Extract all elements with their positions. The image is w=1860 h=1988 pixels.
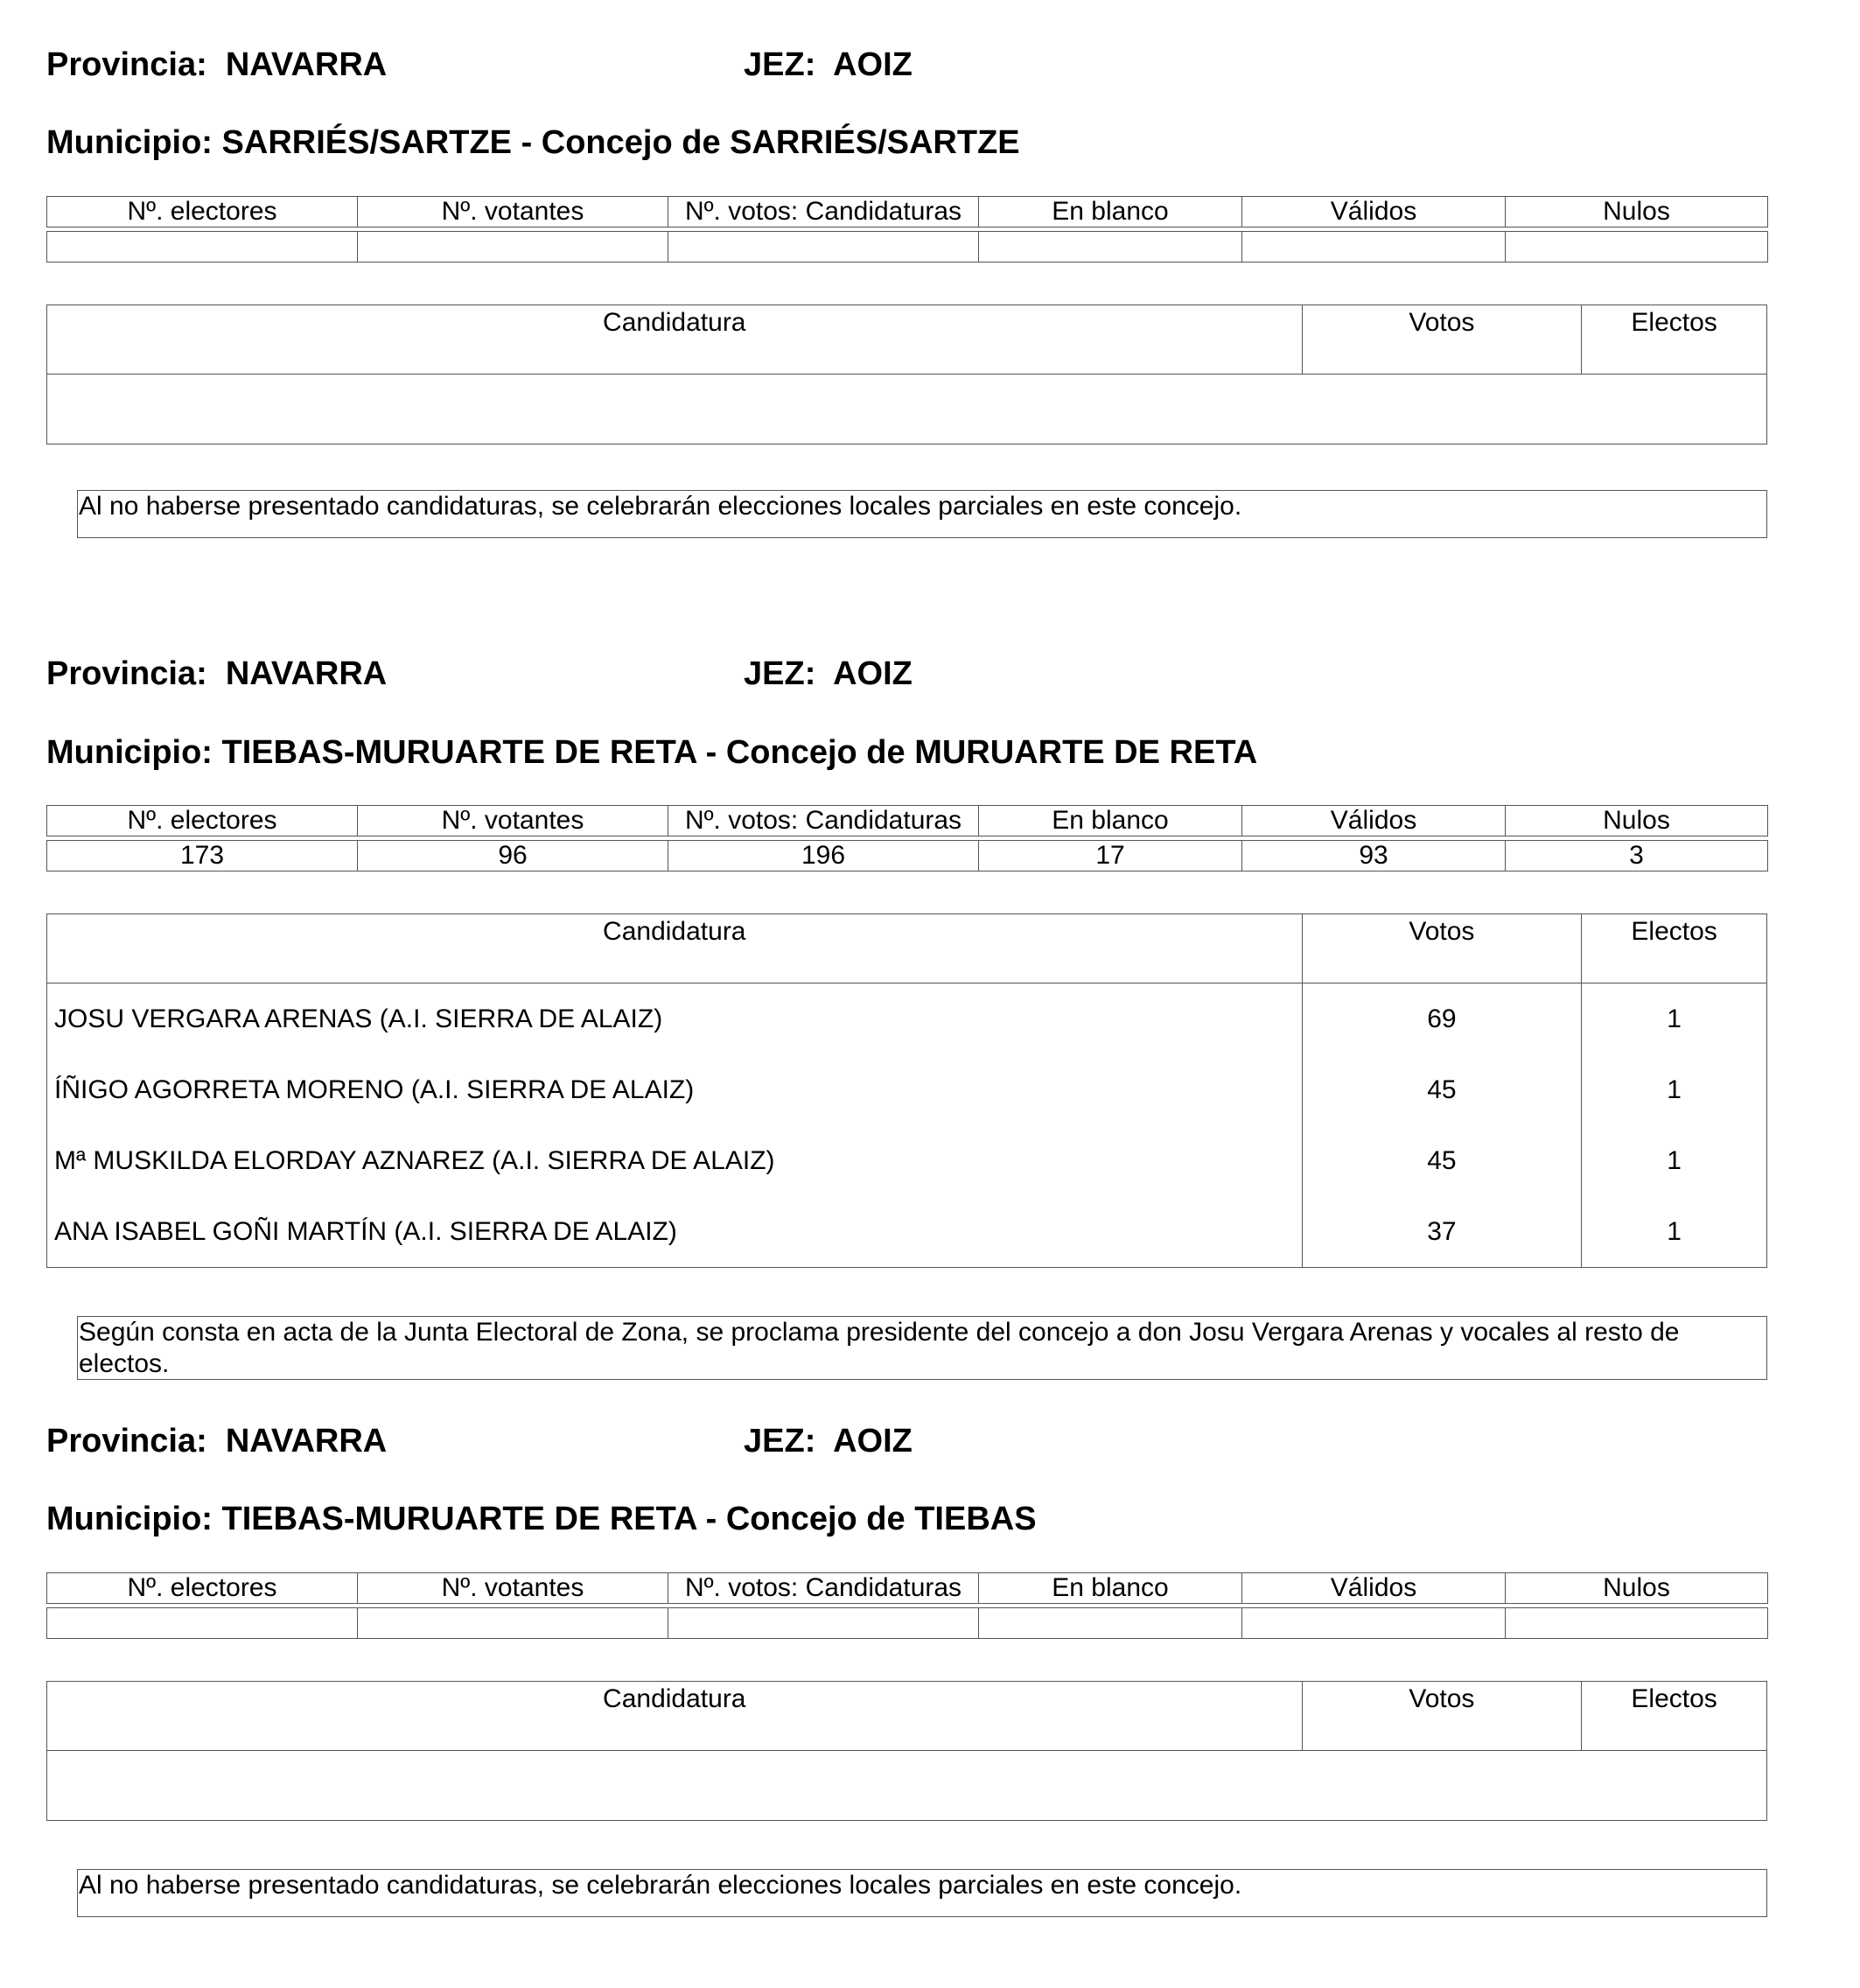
header-en-blanco: En blanco <box>979 1573 1242 1604</box>
provincia-label: Provincia: <box>46 1423 207 1460</box>
header-en-blanco: En blanco <box>979 197 1242 228</box>
provincia-value: NAVARRA <box>225 1423 388 1460</box>
header-votantes: Nº. votantes <box>358 806 668 836</box>
candidate-elected: 1 <box>1581 1196 1766 1267</box>
stats-table <box>46 1572 1768 1639</box>
header-electos: Electos <box>1581 305 1766 374</box>
header-electos: Electos <box>1581 1682 1766 1750</box>
jez-value: AOIZ <box>833 1423 913 1460</box>
value-validos <box>1242 1608 1506 1639</box>
header-candidatura: Candidatura <box>603 1684 746 1713</box>
municipio-line <box>46 1500 1037 1538</box>
value-nulos <box>1506 1608 1768 1639</box>
stats-value-row <box>47 1608 1768 1639</box>
municipio-label: Municipio: <box>46 1501 213 1537</box>
header-validos: Válidos <box>1242 197 1506 228</box>
value-en-blanco <box>979 1608 1242 1639</box>
candidature-table <box>46 1681 1767 1821</box>
municipio-value: TIEBAS-MURUARTE DE RETA - Concejo de TIEBAS <box>221 1501 1037 1537</box>
candidate-votes: 37 <box>1302 1196 1582 1267</box>
candidate-elected: 1 <box>1581 1125 1766 1196</box>
header-electores: Nº. electores <box>47 806 358 836</box>
stats-header-row <box>47 1573 1768 1604</box>
header-votos: Votos <box>1302 305 1582 374</box>
provincia-label: Provincia: <box>46 46 207 83</box>
jez-label: JEZ: <box>744 46 816 83</box>
header-votos-candidaturas: Nº. votos: Candidaturas <box>668 806 979 836</box>
header-electos: Electos <box>1581 914 1766 983</box>
value-votantes <box>358 1608 668 1639</box>
concejo-note: Según consta en acta de la Junta Electoral de Zona, se proclama presidente del concejo a don Josu Vergara Arenas y vocales al resto de electos. <box>77 1316 1767 1380</box>
header-votos: Votos <box>1302 1682 1582 1750</box>
concejo-note: Al no haberse presentado candidaturas, se celebrarán elecciones locales parciales en este concejo. <box>77 490 1767 538</box>
municipio-value: TIEBAS-MURUARTE DE RETA - Concejo de MURUARTE DE RETA <box>221 734 1258 771</box>
candidate-votes: 69 <box>1302 984 1582 1054</box>
candidate-name: ANA ISABEL GOÑI MARTÍN (A.I. SIERRA DE ALAIZ) <box>54 1217 677 1246</box>
candidature-header-row <box>47 1682 1766 1751</box>
jez-line <box>744 1422 913 1460</box>
candidate-votes: 45 <box>1302 1054 1582 1125</box>
provincia-value: NAVARRA <box>225 655 388 692</box>
header-electores: Nº. electores <box>47 197 358 228</box>
municipio-value: SARRIÉS/SARTZE - Concejo de SARRIÉS/SARTZE <box>221 124 1020 161</box>
header-nulos: Nulos <box>1506 197 1768 228</box>
candidate-votes: 45 <box>1302 1125 1582 1196</box>
jez-label: JEZ: <box>744 1423 816 1460</box>
value-votos-candidaturas: 196 <box>668 841 979 872</box>
header-candidatura: Candidatura <box>603 917 746 946</box>
header-validos: Válidos <box>1242 1573 1506 1604</box>
concejo-note: Al no haberse presentado candidaturas, se celebrarán elecciones locales parciales en este concejo. <box>77 1869 1767 1917</box>
header-en-blanco: En blanco <box>979 806 1242 836</box>
value-votantes: 96 <box>358 841 668 872</box>
value-nulos: 3 <box>1506 841 1768 872</box>
header-electores: Nº. electores <box>47 1573 358 1604</box>
candidate-name: Mª MUSKILDA ELORDAY AZNAREZ (A.I. SIERRA DE ALAIZ) <box>54 1146 775 1175</box>
municipio-label: Municipio: <box>46 124 213 161</box>
candidature-empty-body <box>47 1751 1766 1820</box>
value-electores: 173 <box>47 841 358 872</box>
provincia-line <box>46 1422 387 1460</box>
value-en-blanco: 17 <box>979 841 1242 872</box>
candidate-elected: 1 <box>1581 1054 1766 1125</box>
municipio-label: Municipio: <box>46 734 213 771</box>
header-votos: Votos <box>1302 914 1582 983</box>
jez-value: AOIZ <box>833 46 913 83</box>
header-nulos: Nulos <box>1506 806 1768 836</box>
header-votos-candidaturas: Nº. votos: Candidaturas <box>668 197 979 228</box>
header-candidatura: Candidatura <box>603 308 746 337</box>
header-nulos: Nulos <box>1506 1573 1768 1604</box>
candidate-name: ÍÑIGO AGORRETA MORENO (A.I. SIERRA DE ALAIZ) <box>54 1075 695 1104</box>
header-votantes: Nº. votantes <box>358 197 668 228</box>
header-validos: Válidos <box>1242 806 1506 836</box>
candidate-name: JOSU VERGARA ARENAS (A.I. SIERRA DE ALAIZ) <box>54 1004 663 1033</box>
jez-label: JEZ: <box>744 655 816 692</box>
jez-value: AOIZ <box>833 655 913 692</box>
candidate-elected: 1 <box>1581 984 1766 1054</box>
header-votantes: Nº. votantes <box>358 1573 668 1604</box>
provincia-label: Provincia: <box>46 655 207 692</box>
provincia-value: NAVARRA <box>225 46 388 83</box>
value-votos-candidaturas <box>668 1608 979 1639</box>
value-validos: 93 <box>1242 841 1506 872</box>
value-electores <box>47 1608 358 1639</box>
header-votos-candidaturas: Nº. votos: Candidaturas <box>668 1573 979 1604</box>
